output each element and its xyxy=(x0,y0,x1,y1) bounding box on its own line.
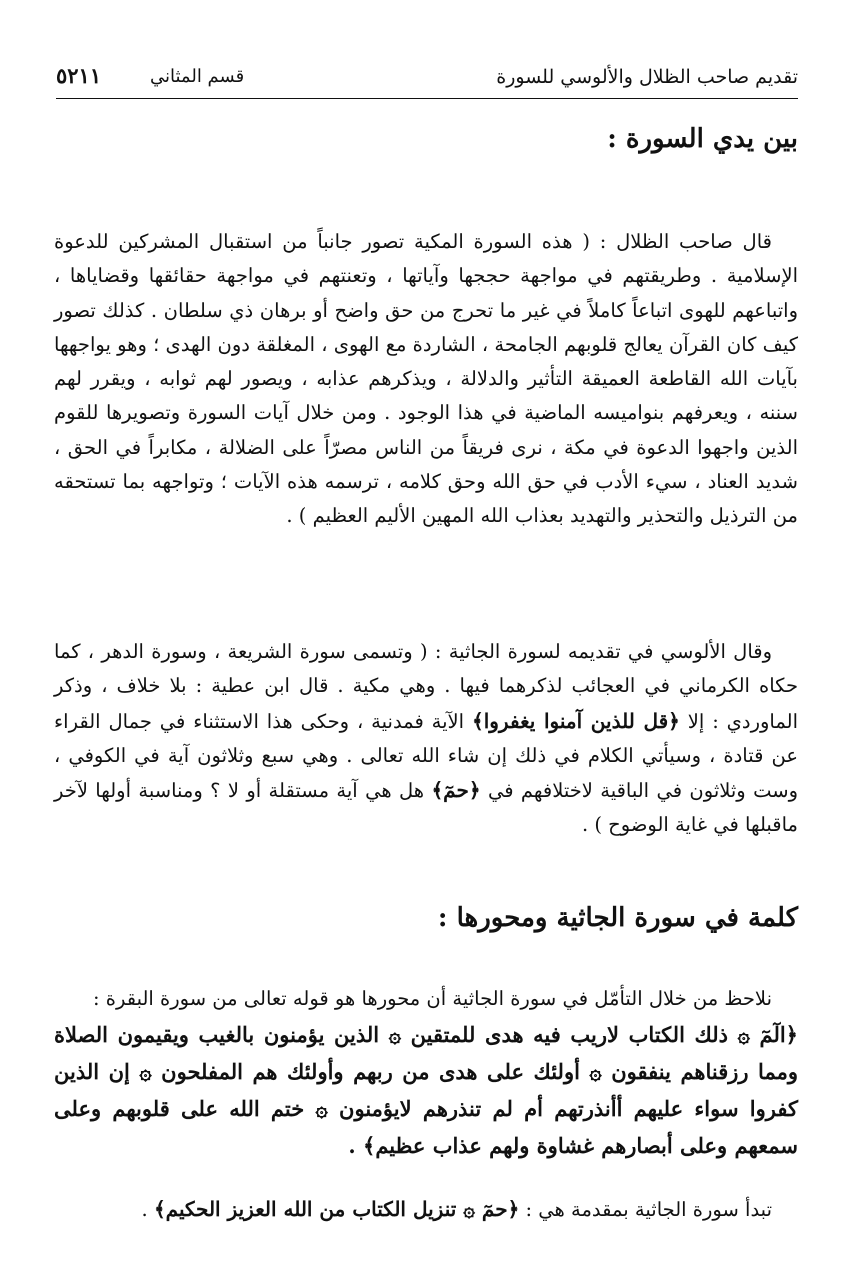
page-number: ٥٢١١ xyxy=(56,63,102,88)
section-label: قسم المثاني xyxy=(150,66,245,87)
alusi-text-part1: وقال الألوسي في تقديمه لسورة الجاثية : ( وتسمى سورة الشريعة ، وسورة الدهر ، كما حكاه الكرماني في العجائب لذكرهما فيها . وهي مكية . قال ابن عطية : بلا خلاف ، وذكر الماوردي : إلا xyxy=(54,640,799,733)
zilal-quote-paragraph: قال صاحب الظلال : ( هذه السورة المكية تصور جانباً من استقبال المشركين للدعوة الإسلامية . وطريقتهم في مواجهة حججها وآياتها ، وتعنتهم في مواجهة حقائقها وقضاياها ، واتباعهم للهوى اتباعاً كاملاً في غير ما تحرج من حق واضح أو برهان ذي سلطان . كذلك تصور كيف كان القرآن يعالج قلوبهم الجامحة ، الشاردة مع الهوى ، المغلقة دون الهدى ؛ وهو يواجهها بآيات الله القاطعة العميقة التأثير والدلالة ، ويذكرهم عذابه ، ويصور لهم ثوابه ، ويقرر لهم سننه ، ويعرفهم بنواميسه الماضية في هذا الوجود . ومن خلال آيات السورة وتصويرها للقوم الذين واجهوا الدعوة في مكة ، نرى فريقاً من الناس مصرّاً على الضلالة ، مكابراً في الحق ، شديد العناد ، سيء الأدب في حق الله وحق كلامه ، ترسمه هذه الآيات ؛ وتواجهه بما تستحقه من الترذيل والتحذير والتهديد بعذاب الله المهين الأليم العظيم ) . xyxy=(54,230,798,528)
alusi-text-part2: الآية فمدنية ، وحكى هذا الاستثناء في جمال القراء عن قتادة ، وسيأتي الكلام في ذلك إن شاء الله تعالى . وهي سبع وثلاثون آية في الكوفي ، وست وثلاثون في الباقية لاختلافهم في xyxy=(54,709,799,803)
quran-verse-quote: ﴿قل للذين آمنوا يغفروا﴾ xyxy=(471,708,680,733)
opening-suffix: . xyxy=(141,1198,154,1221)
axis-section-heading: كلمة في سورة الجاثية ومحورها : xyxy=(437,903,798,933)
intro-heading: بين يدي السورة : xyxy=(607,124,798,154)
alusi-quote-paragraph xyxy=(54,635,798,843)
baqarah-verses-block: ﴿الٓمٓ ۞ ذلك الكتاب لاريب فيه هدى للمتقين ۞ الذين يؤمنون بالغيب ويقيمون الصلاة ومما رزقناهم ينفقون ۞ أولئك على هدى من ربهم وأولئك هم المفلحون ۞ إن الذين كفروا سواء عليهم أأنذرتهم أم لم تنذرهم لايؤمنون ۞ ختم الله على قلوبهم وعلى سمعهم وعلى أبصارهم غشاوة ولهم عذاب عظيم﴾ . xyxy=(54,1022,798,1158)
running-title: تقديم صاحب الظلال والألوسي للسورة xyxy=(496,66,798,88)
quran-verse-quote: ﴿حمٓ﴾ xyxy=(431,778,481,803)
running-header xyxy=(56,58,798,99)
axis-intro-line: نلاحظ من خلال التأمّل في سورة الجاثية أن محورها هو قوله تعالى من سورة البقرة : xyxy=(92,987,772,1010)
surah-opening-paragraph xyxy=(54,1192,798,1227)
alusi-text-part3: هل هي آية مستقلة أو لا ؟ ومناسبة أولها لآخر ماقبلها في غاية الوضوح ) . xyxy=(54,779,798,837)
opening-prefix: تبدأ سورة الجاثية بمقدمة هي : xyxy=(519,1198,772,1221)
opening-verse-quote: ﴿حمٓ ۞ تنزيل الكتاب من الله العزيز الحكيم﴾ xyxy=(153,1197,520,1221)
